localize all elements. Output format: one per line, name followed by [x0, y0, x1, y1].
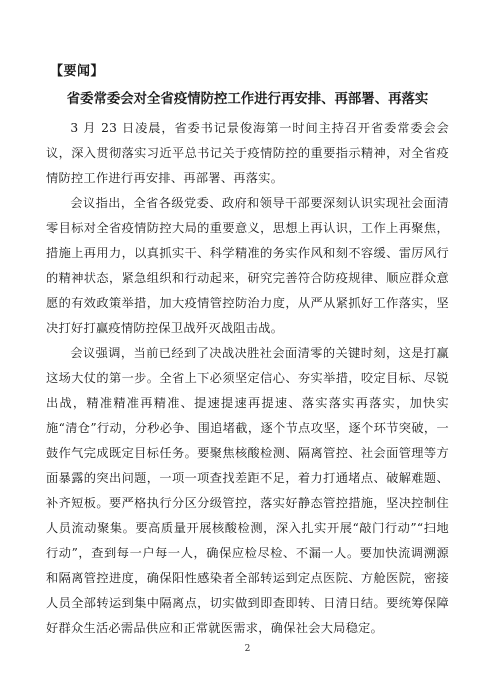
article-headline: 省委常委会对全省疫情防控工作进行再安排、再部署、再落实: [66, 92, 429, 107]
paragraph-2: 会议指出，全省各级党委、政府和领导干部要深刻认识实现社会面清零目标对全省疫情防控大局的重要意义，思想上再认识，工作上再聚焦，措施上再用力，以真抓实干、科学精准的务实作风和刻不容缓、雷厉风行的精神状态，紧急组织和行动起来，研究完善符合防疫规律、顺应群众意愿的有效政策举措，加大疫情管控防治力度，从严从紧抓好工作落实，坚决打好打赢疫情防控保卫战歼灭战阻击战。: [46, 196, 449, 335]
paragraph-3: 会议强调，当前已经到了决战决胜社会面清零的关键时刻，这是打赢这场大仗的第一步。全省上下必须坚定信心、夯实举措，咬定目标、尽锐出战，精准精准再精准、提速提速再提速、落实落实再落实，加快实施“清仓”行动，分秒必争、围追堵截，逐个节点攻坚，逐个环节突破，一鼓作气完成既定目标任务。要聚焦核酸检测、隔离管控、社会面管理等方面暴露的突出问题，一项一项查找差距不足，着力打通堵点、破解难题、补齐短板。要严格执行分区分级管控，落实好静态管控措施，坚决控制住人员流动聚集。要高质量开展核酸检测，深入扎实开展“敲门行动”“扫地行动”，查到每一户每一人，确保应检尽检、不漏一人。要加快流调溯源和隔离管控进度，确保阳性感染者全部转运到定点医院、方舱医院，密接人员全部转运到集中隔离点，切实做到即查即转、日清日结。要统筹保障好群众生活必需品供应和正常就医需求，确保社会大局稳定。: [46, 346, 449, 635]
page-number: 2: [244, 644, 251, 654]
section-label: 【要闻】: [50, 64, 105, 79]
paragraph-1: 3 月 23 日凌晨，省委书记景俊海第一时间主持召开省委常委会会议，深入贯彻落实习近平总书记关于疫情防控的重要指示精神，对全省疫情防控工作进行再安排、再部署、再落实。: [46, 121, 449, 185]
